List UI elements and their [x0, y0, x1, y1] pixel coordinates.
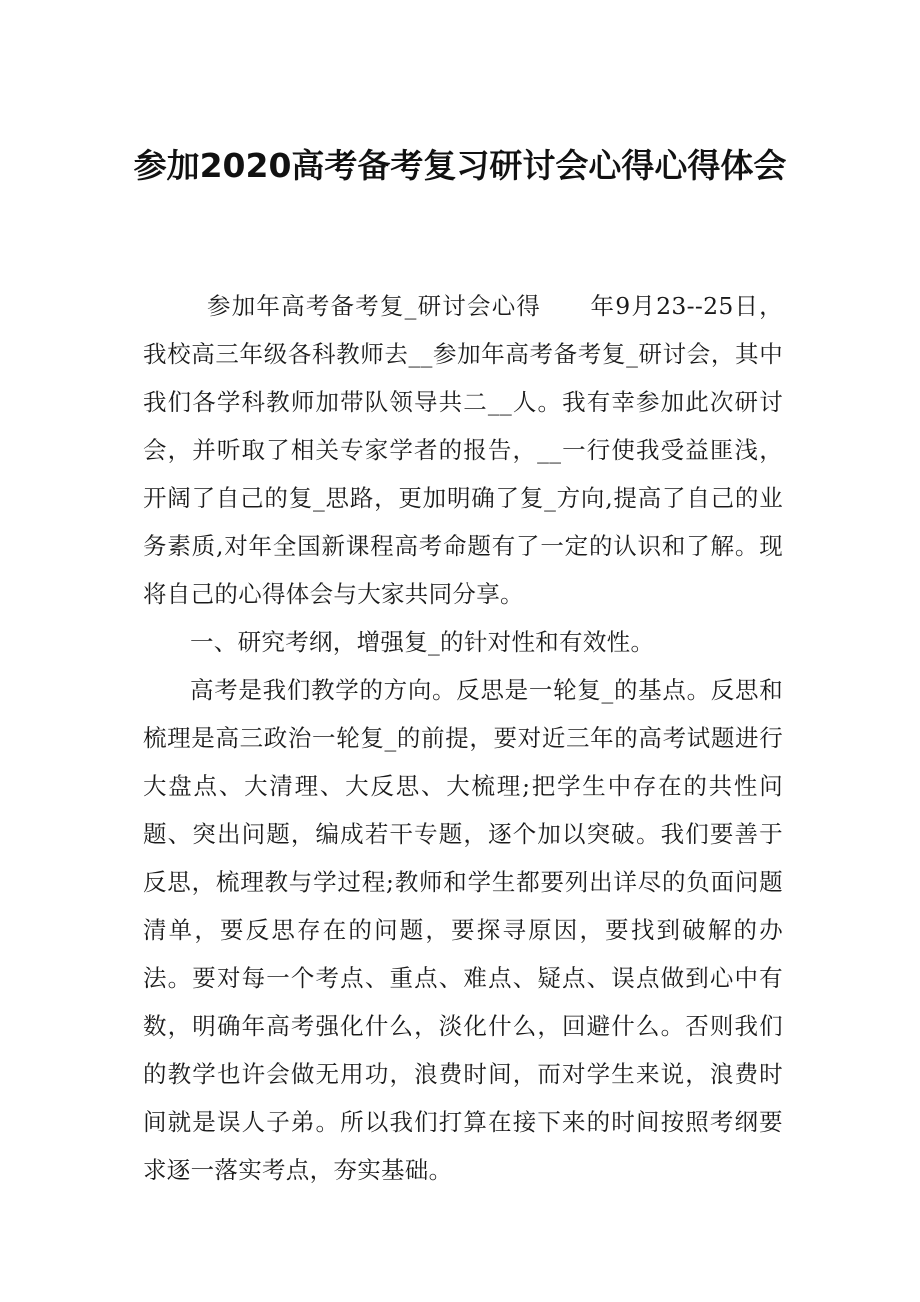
document-body	[143, 282, 783, 1194]
paragraph-intro: 参加年高考备考复_研讨会心得 年9月23--25日，我校高三年级各科教师去__参加年高考备考复_研讨会，其中我们各学科教师加带队领导共二__人。我有幸参加此次研讨会，并听取了相关专家学者的报告，__一行使我受益匪浅，开阔了自己的复_思路，更加明确了复_方向,提高了自己的业务素质,对年全国新课程高考命题有了一定的认识和了解。现将自己的心得体会与大家共同分享。	[143, 292, 783, 608]
document-title: 参加2020高考备考复习研讨会心得心得体会	[133, 146, 787, 185]
paragraph-section-heading: 一、研究考纲，增强复_的针对性和有效性。	[190, 628, 655, 656]
paragraph-section-body: 高考是我们教学的方向。反思是一轮复_的基点。反思和梳理是高三政治一轮复_的前提，要对近三年的高考试题进行大盘点、大清理、大反思、大梳理;把学生中存在的共性问题、突出问题，编成若干专题，逐个加以突破。我们要善于反思，梳理教与学过程;教师和学生都要列出详尽的负面问题清单，要反思存在的问题，要探寻原因，要找到破解的办法。要对每一个考点、重点、难点、疑点、误点做到心中有数，明确年高考强化什么，淡化什么，回避什么。否则我们的教学也许会做无用功，浪费时间，而对学生来说，浪费时间就是误人子弟。所以我们打算在接下来的时间按照考纲要求逐一落实考点，夯实基础。	[143, 676, 783, 1184]
